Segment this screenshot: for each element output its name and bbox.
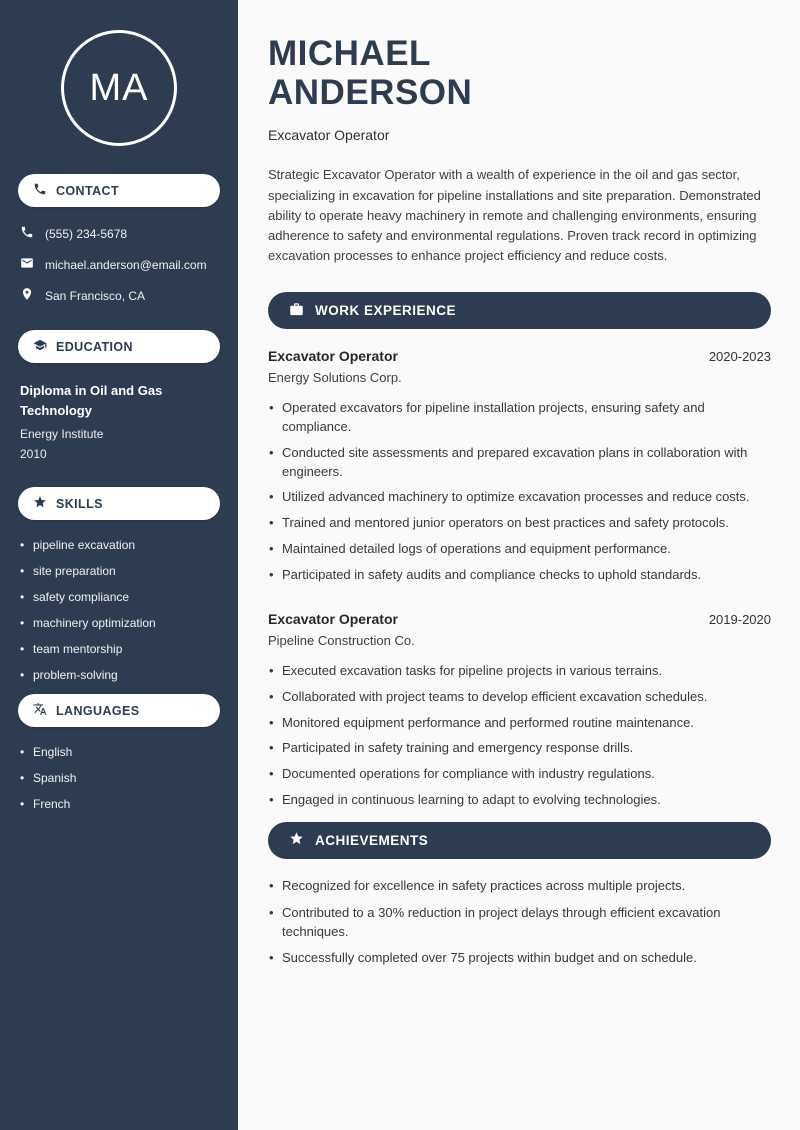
- achievements-list: [268, 877, 771, 968]
- avatar-initials: MA: [89, 66, 149, 109]
- education-school: Energy Institute: [20, 427, 104, 441]
- contact-phone: (555) 234-5678: [45, 226, 128, 241]
- job-bullet: • Utilized advanced machinery to optimize excavation processes and reduce costs.: [268, 488, 771, 507]
- skills-section-title: SKILLS: [56, 496, 103, 511]
- sidebar: [0, 0, 238, 1130]
- job-entry: [268, 348, 771, 585]
- mail-icon: [20, 256, 34, 273]
- job-company: Pipeline Construction Co.: [268, 632, 415, 648]
- phone-icon: [33, 182, 47, 199]
- education-section-title: EDUCATION: [56, 339, 133, 354]
- star-icon: [33, 495, 47, 512]
- job-bullet: • Collaborated with project teams to develop efficient excavation schedules.: [268, 688, 771, 707]
- location-pin-icon: [20, 287, 34, 304]
- job-dates: 2019-2020: [708, 611, 771, 627]
- languages-section-title: LANGUAGES: [56, 703, 140, 718]
- contact-phone-row: [20, 225, 218, 242]
- candidate-job-title: Excavator Operator: [268, 127, 390, 144]
- job-bullet-list: [268, 399, 771, 585]
- job-role: Excavator Operator: [268, 348, 398, 365]
- language-item: • English: [20, 745, 218, 759]
- education-degree: Diploma in Oil and Gas Technology: [20, 383, 163, 418]
- education-year: 2010: [20, 447, 47, 461]
- job-bullet: • Monitored equipment performance and performed routine maintenance.: [268, 714, 771, 733]
- job-bullet: • Maintained detailed logs of operations and equipment performance.: [268, 540, 771, 559]
- candidate-first-name: MICHAEL: [268, 34, 431, 73]
- job-entry: [268, 611, 771, 810]
- contact-location-row: [20, 287, 218, 304]
- contact-section: [18, 225, 220, 304]
- avatar: [61, 30, 177, 146]
- briefcase-icon: [289, 302, 304, 320]
- job-bullet: • Trained and mentored junior operators on best practices and safety protocols.: [268, 514, 771, 533]
- education-section-header: [18, 330, 220, 363]
- job-bullet: • Conducted site assessments and prepared excavation plans in collaboration with engineers.: [268, 444, 771, 482]
- graduation-cap-icon: [33, 338, 47, 355]
- phone-icon: [20, 225, 34, 242]
- language-item: • French: [20, 797, 218, 811]
- skill-item: • team mentorship: [20, 642, 218, 656]
- skill-item: • machinery optimization: [20, 616, 218, 630]
- job-bullet: • Participated in safety audits and compliance checks to uphold standards.: [268, 566, 771, 585]
- job-header: [268, 611, 771, 627]
- achievements-title: ACHIEVEMENTS: [315, 832, 429, 848]
- education-section: [18, 381, 220, 461]
- resume-main: [238, 0, 800, 1130]
- achievement-bullet: • Contributed to a 30% reduction in project delays through efficient excavation techniques.: [268, 904, 771, 942]
- job-header: [268, 348, 771, 364]
- skill-item: • pipeline excavation: [20, 538, 218, 552]
- skill-item: • safety compliance: [20, 590, 218, 604]
- skill-item: • site preparation: [20, 564, 218, 578]
- contact-email-row: [20, 256, 218, 273]
- contact-location: San Francisco, CA: [45, 288, 146, 303]
- job-bullet-list: [268, 662, 771, 810]
- languages-section-header: [18, 694, 220, 727]
- achievements-banner: [268, 822, 771, 859]
- work-experience-title: WORK EXPERIENCE: [315, 303, 457, 319]
- language-item: • Spanish: [20, 771, 218, 785]
- star-icon: [289, 831, 304, 849]
- contact-section-header: [18, 174, 220, 207]
- languages-list: [20, 745, 218, 811]
- contact-section-title: CONTACT: [56, 183, 119, 198]
- work-experience-banner: [268, 292, 771, 329]
- job-bullet: • Participated in safety training and emergency response drills.: [268, 739, 771, 758]
- contact-email: michael.anderson@email.com: [45, 257, 207, 272]
- job-bullet: • Operated excavators for pipeline installation projects, ensuring safety and compliance.: [268, 399, 771, 437]
- skills-section-header: [18, 487, 220, 520]
- summary-paragraph: Strategic Excavator Operator with a wealth of experience in the oil and gas sector, specializing in excavation for pipeline installations and site preparation. Demonstrated ability to operate heavy machinery in remote and challenging environments, ensuring adherence to safety and environmental regulations. Proven track record in optimizing excavation processes to enhance project efficiency and reduce costs.: [268, 167, 761, 263]
- translate-icon: [33, 702, 47, 719]
- achievement-bullet: • Successfully completed over 75 projects within budget and on schedule.: [268, 949, 771, 968]
- job-bullet: • Documented operations for compliance with industry regulations.: [268, 765, 771, 784]
- achievement-bullet: • Recognized for excellence in safety practices across multiple projects.: [268, 877, 771, 896]
- skills-list: [20, 538, 218, 682]
- job-company: Energy Solutions Corp.: [268, 370, 402, 386]
- skill-item: • problem-solving: [20, 668, 218, 682]
- candidate-name: [268, 34, 771, 112]
- job-bullet: • Executed excavation tasks for pipeline projects in various terrains.: [268, 662, 771, 681]
- job-dates: 2020-2023: [708, 349, 771, 365]
- job-role: Excavator Operator: [268, 610, 398, 627]
- job-bullet: • Engaged in continuous learning to adapt to evolving technologies.: [268, 791, 771, 810]
- candidate-last-name: ANDERSON: [268, 73, 473, 113]
